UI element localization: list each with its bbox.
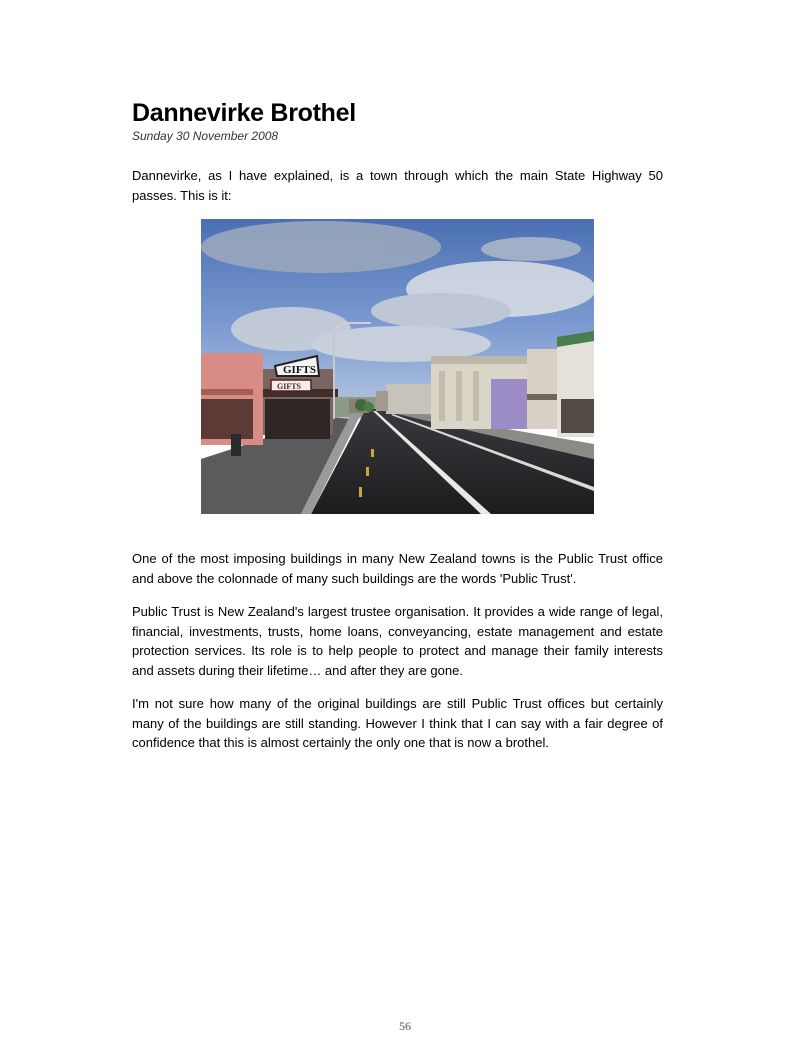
gifts-sign-lower	[271, 380, 311, 391]
paragraph-public-trust-description: Public Trust is New Zealand's largest trustee organisation. It provides a wide range of legal, financial, investments, trusts, home loans, conveyancing, estate management and estate protection services. Its role is to help people to protect and manage their family interests and assets during their lifetime… and after they are gone.	[132, 604, 663, 679]
street-photo	[201, 219, 594, 514]
paragraph-public-trust-buildings: One of the most imposing buildings in many New Zealand towns is the Public Trust office and above the colonnade of many such buildings are the words 'Public Trust'.	[132, 551, 663, 586]
sign-lower-text: GIFTS	[277, 382, 302, 391]
paragraph-intro: Dannevirke, as I have explained, is a town through which the main State Highway 50 passes. This is it:	[132, 168, 663, 203]
page-number: 56	[399, 1019, 411, 1033]
article-date: Sunday 30 November 2008	[132, 129, 279, 143]
sign-upper-text: GIFTS	[283, 364, 317, 376]
paragraph-brothel: I'm not sure how many of the original buildings are still Public Trust offices but certainly many of the buildings are still standing. However I think that I can say with a fair degree of confidence that this is almost certainly the only one that is now a brothel.	[132, 696, 663, 751]
article-title: Dannevirke Brothel	[132, 99, 356, 127]
